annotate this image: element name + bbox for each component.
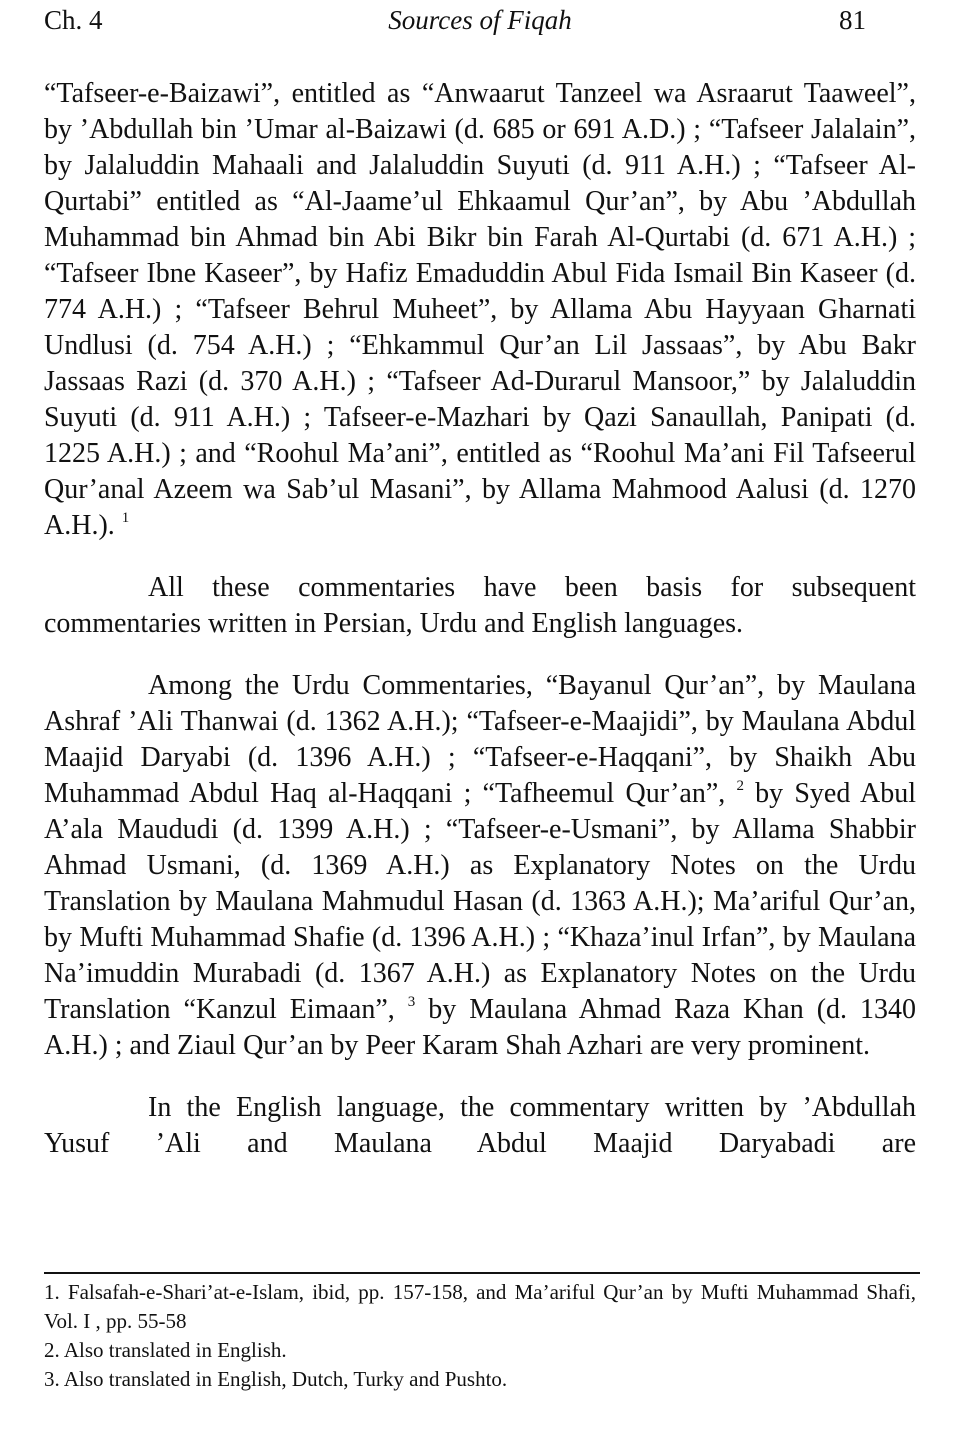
- paragraph-text: by Syed Abul A’ala Maududi (d. 1399 A.H.) ; “Tafseer-e-Usmani”, by Allama Shabbir Ahmad Usmani, (d. 1369 A.H.) as Explanatory Notes on the Urdu Translation by Maulana Mahmudul Hasan (d. 1363 A.H.); Ma’ariful Qur’an, by Mufti Muhammad Shafie (d. 1396 A.H.) ; “Khaza’inul Irfan”, by Maulana Na’imuddin Murabadi (d. 1367 A.H.) as Explanatory Notes on the Urdu Translation “Kanzul Eimaan”,: [44, 778, 916, 1025]
- paragraph-urdu-commentaries: [44, 668, 916, 1064]
- footnotes: [44, 1278, 916, 1394]
- body-text: [44, 76, 916, 1162]
- paragraph-text: Among the Urdu Commentaries, “Bayanul Qur’an”, by Maulana Ashraf ’Ali Thanwai (d. 1362 A.H.); “Tafseer-e-Maajidi”, by Maulana Abdul Maajid Daryabi (d. 1396 A.H.) ; “Tafseer-e-Haqqani”, by Shaikh Abu Muhammad Abdul Haq al-Haqqani ; “Tafheemul Qur’an”,: [44, 670, 916, 809]
- running-head: [44, 0, 916, 44]
- paragraph-tafseer-list: [44, 76, 916, 544]
- book-page: [44, 0, 916, 1162]
- paragraph-text: “Tafseer-e-Baizawi”, entitled as “Anwaarut Tanzeel wa Asraarut Taaweel”, by ’Abdullah bin ’Umar al-Baizawi (d. 685 or 691 A.D.) ; “Tafseer Jalalain”, by Jalaluddin Mahaali and Jalaluddin Suyuti (d. 911 A.H.) ; “Tafseer Al-Qurtabi” entitled as “Al-Jaame’ul Ehkaamul Qur’an”, by Abu ’Abdullah Muhammad bin Ahmad bin Abi Bikr bin Farah Al-Qurtabi (d. 671 A.H.) ; “Tafseer Ibne Kaseer”, by Hafiz Emaduddin Abul Fida Ismail Bin Kaseer (d. 774 A.H.) ; “Tafseer Behrul Muheet”, by Allama Abu Hayyaan Gharnati Undlusi (d. 754 A.H.) ; “Ehkammul Qur’an Lil Jassaas”, by Abu Bakr Jassaas Razi (d. 370 A.H.) ; “Tafseer Ad-Durarul Mansoor,” by Jalaluddin Suyuti (d. 911 A.H.) ; Tafseer-e-Mazhari by Qazi Sanaullah, Panipati (d. 1225 A.H.) ; and “Roohul Ma’ani”, entitled as “Roohul Ma’ani Fil Tafseerul Qur’anal Azeem wa Sab’ul Masani”, by Allama Mahmood Aalusi (d. 1270 A.H.).: [44, 78, 916, 541]
- footnote-ref: 3: [407, 994, 416, 1010]
- footnote-ref: 1: [121, 510, 130, 526]
- footnote-3: 3. Also translated in English, Dutch, Turky and Pushto.: [44, 1367, 508, 1391]
- page-number: 81: [839, 5, 866, 35]
- paragraph-text: by Maulana Ahmad Raza Khan (d. 1340 A.H.) ; and Ziaul Qur’an by Peer Karam Shah Azhari are very prominent.: [44, 994, 917, 1061]
- chapter-label: Ch. 4: [44, 5, 103, 35]
- paragraph-english-commentaries: [44, 1090, 916, 1162]
- paragraph-commentaries-basis: [44, 570, 916, 642]
- book-title: Sources of Fiqah: [388, 5, 572, 35]
- footnote-1: 1. Falsafah-e-Shari’at-e-Islam, ibid, pp. 157-158, and Ma’ariful Qur’an by Mufti Muhammad Shafi, Vol. I , pp. 55-58: [44, 1280, 916, 1333]
- paragraph-text: In the English language, the commentary written by ’Abdullah Yusuf ’Ali and Maulana Abdul Maajid Daryabadi are: [44, 1092, 916, 1159]
- footnote-ref: 2: [736, 778, 744, 794]
- footnote-divider: [44, 1272, 920, 1274]
- paragraph-text: All these commentaries have been basis for subsequent commentaries written in Persian, Urdu and English languages.: [44, 572, 916, 639]
- footnote-2: 2. Also translated in English.: [44, 1338, 287, 1362]
